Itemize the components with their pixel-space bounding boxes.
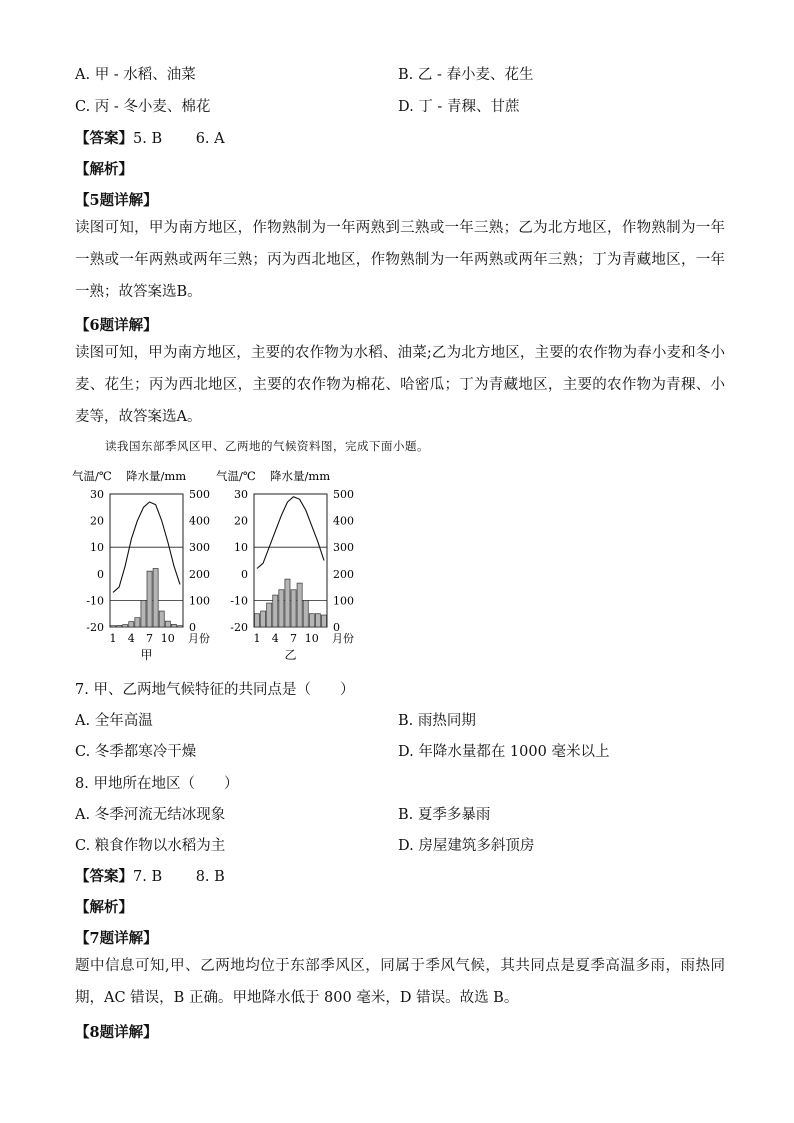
precip-bar — [267, 603, 272, 627]
month-axis-title: 月份 — [331, 632, 354, 645]
q8-option-a: A. 冬季河流无结冰现象 — [75, 807, 226, 823]
temp-tick-label: 20 — [234, 514, 248, 528]
q6-explanation: 读图可知，甲为南方地区，主要的农作物为水稻、油菜;乙为北方地区，主要的农作物为春小麦和冬小麦、花生；丙为西北地区，主要的农作物为棉花、哈密瓜；丁为青藏地区，主要的农作物为青稞、小麦等，故答案选A。 — [75, 345, 725, 425]
precip-tick-label: 500 — [333, 488, 354, 501]
figure-caption: 读我国东部季风区甲、乙两地的气候资料图，完成下面小题。 — [105, 439, 429, 453]
month-tick-label: 4 — [271, 632, 279, 645]
temp-tick-label: -10 — [86, 594, 104, 608]
option-a: A. 甲 - 水稻、油菜 — [75, 67, 196, 83]
precip-bar — [141, 600, 146, 627]
precip-tick-label: 0 — [189, 621, 196, 634]
option-d: D. 丁 - 青稞、甘蔗 — [398, 99, 520, 115]
chart-title: 乙 — [284, 648, 297, 662]
precip-bar — [135, 618, 140, 627]
month-axis-title: 月份 — [187, 632, 210, 645]
q7-header: 【7题详解】 — [75, 930, 158, 947]
answer-line-2 — [75, 865, 225, 886]
answer-label-2: 【答案】 — [75, 868, 133, 885]
answer-line — [75, 127, 225, 148]
q7-option-d: D. 年降水量都在 1000 毫米以上 — [398, 744, 610, 760]
precip-bar — [261, 611, 266, 627]
precip-tick-label: 100 — [333, 594, 354, 608]
temp-tick-label: -10 — [230, 594, 248, 608]
q5-explanation: 读图可知，甲为南方地区，作物熟制为一年两熟到三熟或一年三熟；乙为北方地区，作物熟制为一年一熟或一年两熟或两年三熟；丙为西北地区，作物熟制为一年两熟或两年三熟；丁为青藏地区，一年一熟；故答案选B。 — [75, 220, 725, 300]
month-tick-label: 7 — [146, 632, 154, 645]
option-b: B. 乙 - 春小麦、花生 — [398, 67, 534, 83]
precip-bar — [147, 571, 152, 627]
chart-title: 甲 — [140, 648, 153, 662]
temp-tick-label: 10 — [234, 541, 248, 555]
answer-text-2: 7. B 8. B — [133, 869, 225, 885]
precip-tick-label: 400 — [189, 514, 210, 528]
temp-tick-label: 0 — [241, 567, 248, 581]
precip-bar — [315, 614, 320, 627]
precip-tick-label: 200 — [189, 567, 210, 581]
analysis-label: 【解析】 — [75, 161, 133, 178]
precip-bar — [177, 626, 182, 627]
precip-bar — [309, 614, 314, 627]
precip-tick-label: 300 — [333, 541, 354, 555]
precip-axis-title: 降水量/mm — [270, 469, 331, 483]
option-c: C. 丙 - 冬小麦、棉花 — [75, 99, 211, 115]
temp-tick-label: 30 — [234, 488, 248, 501]
temp-tick-label: 10 — [90, 541, 104, 555]
precip-bar — [303, 600, 308, 627]
temp-tick-label: -20 — [230, 621, 248, 634]
q5-header: 【5题详解】 — [75, 192, 158, 209]
precip-bar — [171, 624, 176, 627]
precip-bar — [111, 626, 116, 627]
answer-label: 【答案】 — [75, 130, 133, 147]
q7-option-a: A. 全年高温 — [75, 713, 153, 729]
precip-bar — [273, 595, 278, 627]
temp-axis-title: 气温/℃ — [216, 469, 256, 483]
precip-bar — [153, 568, 158, 627]
precip-tick-label: 100 — [189, 594, 210, 608]
precip-tick-label: 300 — [189, 541, 210, 555]
precip-tick-label: 0 — [333, 621, 340, 634]
temperature-line — [257, 497, 324, 569]
precip-bar — [159, 611, 164, 627]
q7-option-b: B. 雨热同期 — [398, 713, 476, 729]
precip-bar — [129, 622, 134, 627]
month-tick-label: 10 — [160, 632, 175, 645]
q8-header: 【8题详解】 — [75, 1024, 158, 1041]
q8-option-d: D. 房屋建筑多斜顶房 — [398, 838, 535, 854]
temp-axis-title: 气温/℃ — [72, 469, 112, 483]
precip-bar — [297, 583, 302, 627]
q8-option-c: C. 粮食作物以水稻为主 — [75, 838, 226, 854]
temp-tick-label: 30 — [90, 488, 104, 501]
precip-bar — [279, 590, 284, 627]
precip-bar — [255, 614, 260, 627]
precip-bar — [321, 615, 326, 627]
q6-header: 【6题详解】 — [75, 317, 158, 334]
temp-tick-label: 20 — [90, 514, 104, 528]
precip-bar — [117, 625, 122, 627]
precip-bar — [285, 579, 290, 627]
month-tick-label: 4 — [127, 632, 135, 645]
temp-tick-label: 0 — [97, 567, 104, 581]
q7-stem: 7. 甲、乙两地气候特征的共同点是（ ） — [75, 682, 355, 698]
q8-option-b: B. 夏季多暴雨 — [398, 807, 491, 823]
q7-explanation: 题中信息可知,甲、乙两地均位于东部季风区，同属于季风气候，其共同点是夏季高温多雨，雨热同期，AC 错误，B 正确。甲地降水低于 800 毫米，D 错误。故选 B。 — [75, 958, 725, 1006]
q8-stem: 8. 甲地所在地区（ ） — [75, 776, 239, 792]
temp-tick-label: -20 — [86, 621, 104, 634]
analysis-label-2: 【解析】 — [75, 899, 133, 916]
month-tick-label: 10 — [304, 632, 319, 645]
month-tick-label: 1 — [109, 632, 117, 645]
precip-tick-label: 500 — [189, 488, 210, 501]
month-tick-label: 1 — [253, 632, 261, 645]
answer-text: 5. B 6. A — [133, 131, 225, 147]
chart-frame — [254, 494, 327, 627]
climate-charts — [70, 462, 370, 672]
precip-bar — [291, 590, 296, 627]
precip-axis-title: 降水量/mm — [126, 469, 187, 483]
precip-bar — [123, 625, 128, 627]
month-tick-label: 7 — [290, 632, 298, 645]
precip-bar — [165, 621, 170, 627]
precip-tick-label: 400 — [333, 514, 354, 528]
precip-tick-label: 200 — [333, 567, 354, 581]
q7-option-c: C. 冬季都寒冷干燥 — [75, 744, 197, 760]
